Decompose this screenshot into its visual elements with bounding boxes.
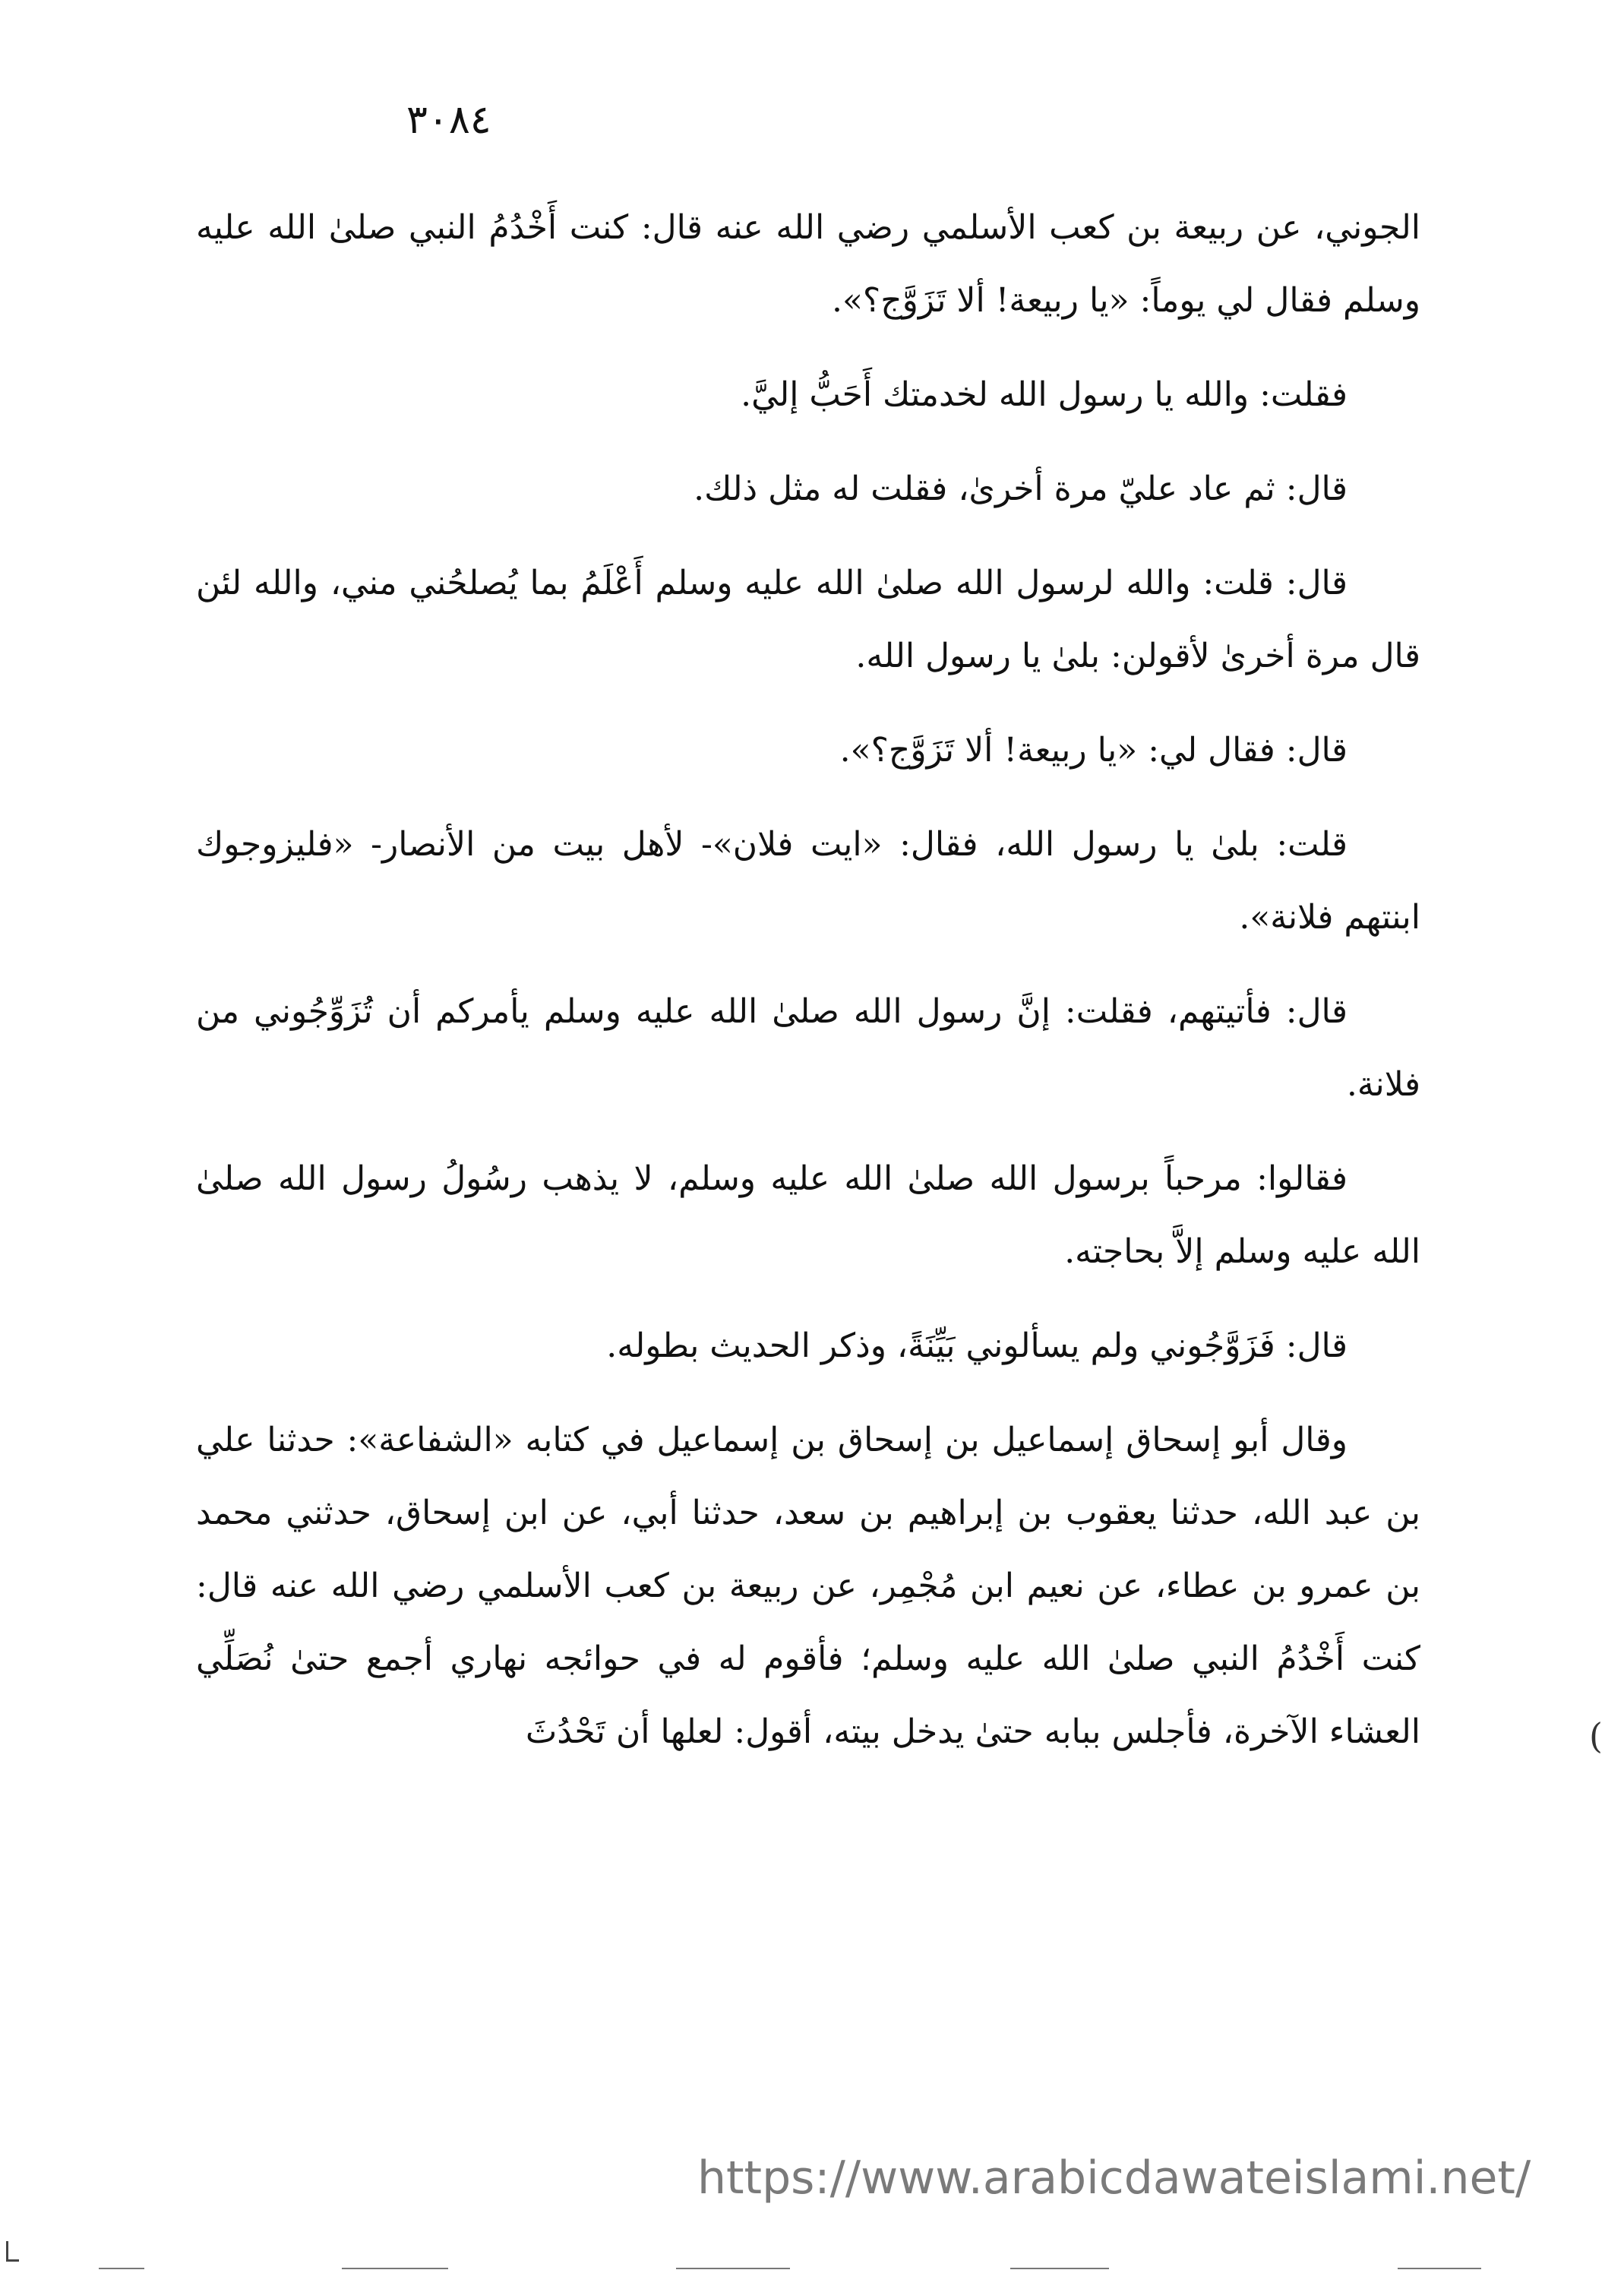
paragraph-8: فقالوا: مرحباً برسول الله صلىٰ الله عليه وسلم، لا يذهب رسُولُ رسول الله صلىٰ الله عليه وسلم إلاَّ بحاجته. — [196, 1159, 1420, 1271]
footer-rule-5 — [1398, 2268, 1481, 2269]
paragraph-4: قال: قلت: والله لرسول الله صلىٰ الله عليه وسلم أَعْلَمُ بما يُصلحُني مني، والله لئن قال مرة أخرىٰ لأقولن: بلىٰ يا رسول الله. — [196, 564, 1420, 675]
paragraph-7: قال: فأتيتهم، فقلت: إنَّ رسول الله صلىٰ الله عليه وسلم يأمركم أن تُزَوِّجُوني من فلانة. — [196, 992, 1420, 1104]
watermark-url[interactable]: https://www.arabicdawateislami.net/ — [697, 2151, 1531, 2205]
document-body — [196, 191, 1420, 1790]
paragraph-3: قال: ثم عاد عليّ مرة أخرىٰ، فقلت له مثل ذلك. — [694, 469, 1348, 508]
footer-rule-1 — [99, 2268, 144, 2269]
paragraph-6: قلت: بلىٰ يا رسول الله، فقال: «ايت فلان»- لأهل بيت من الأنصار- «فليزوجوك ابنتهم فلانة». — [196, 825, 1420, 937]
page-number: ٣٠٨٤ — [406, 97, 491, 143]
footer-rule-3 — [676, 2268, 790, 2269]
footer-rule-4 — [1010, 2268, 1109, 2269]
edge-mark: ( — [1589, 1715, 1603, 1756]
paragraph-2: فقلت: والله يا رسول الله لخدمتك أَحَبُّ إليَّ. — [741, 375, 1348, 414]
footer-rule-2 — [342, 2268, 448, 2269]
paragraph-9: قال: فَزَوَّجُوني ولم يسألوني بَيِّنَةً، وذكر الحديث بطوله. — [606, 1326, 1348, 1365]
paragraph-5: قال: فقال لي: «يا ربيعة! ألا تَزَوَّج؟». — [839, 731, 1348, 770]
paragraph-1: الجوني، عن ربيعة بن كعب الأسلمي رضي الله عنه قال: كنت أَخْدُمُ النبي صلىٰ الله عليه وسلم فقال لي يوماً: «يا ربيعة! ألا تَزَوَّج؟». — [196, 208, 1420, 320]
corner-mark — [6, 2241, 19, 2262]
paragraph-10: وقال أبو إسحاق إسماعيل بن إسحاق بن إسماعيل في كتابه «الشفاعة»: حدثنا علي بن عبد الله، حدثنا يعقوب بن إبراهيم بن سعد، حدثنا أبي، عن ابن إسحاق، حدثني محمد بن عمرو بن عطاء، عن نعيم ابن مُجْمِر، عن ربيعة بن كعب الأسلمي رضي الله عنه قال: كنت أَخْدُمُ النبي صلىٰ الله عليه وسلم؛ فأقوم له في حوائجه نهاري أجمع حتىٰ نُصَلِّي العشاء الآخرة، فأجلس ببابه حتىٰ يدخل بيته، أقول: لعلها أن تَحْدُثَ — [196, 1421, 1420, 1751]
